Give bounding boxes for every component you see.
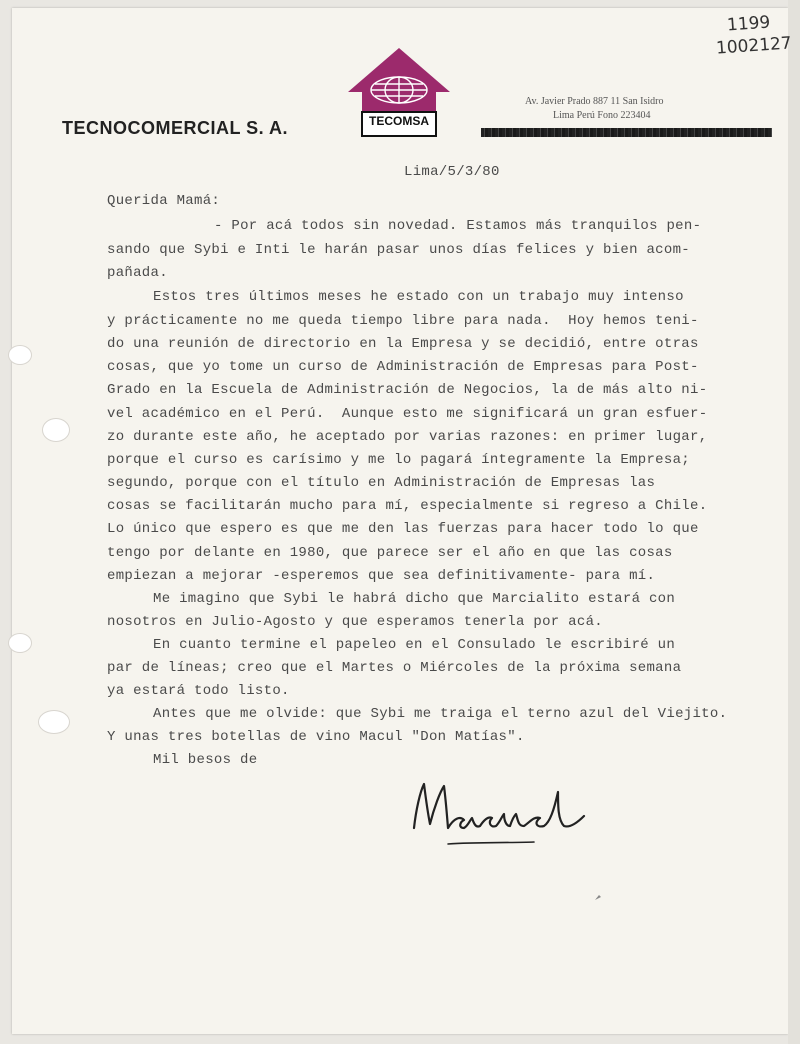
punch-hole-2 (42, 418, 70, 442)
body-line: y prácticamente no me queda tiempo libre para nada. Hoy hemos teni- (107, 313, 699, 329)
archive-number-bottom: 1002127 (715, 33, 793, 59)
body-line: cosas se facilitarán mucho para mí, especialmente si regreso a Chile. (107, 498, 708, 514)
body-line: - Por acá todos sin novedad. Estamos más tranquilos pen- (214, 218, 702, 234)
salutation: Querida Mamá: (107, 193, 221, 209)
punch-hole-1 (8, 345, 32, 365)
handwritten-signature (406, 770, 596, 850)
address-line-1: Av. Javier Prado 887 11 San Isidro (525, 96, 664, 107)
address-line-2: Lima Perú Fono 223404 (553, 110, 651, 121)
body-line: sando que Sybi e Inti le harán pasar unos días felices y bien acom- (107, 242, 690, 258)
archive-number-top: 1199 (726, 12, 771, 36)
body-line: segundo, porque con el título en Administración de Empresas las (107, 475, 656, 491)
body-line: En cuanto termine el papeleo en el Consulado le escribiré un (153, 637, 676, 653)
punch-hole-4 (38, 710, 70, 734)
body-line: porque el curso es carísimo y me lo pagará íntegramente la Empresa; (107, 452, 690, 468)
body-line: Antes que me olvide: que Sybi me traiga el terno azul del Viejito. (153, 706, 728, 722)
body-line: nosotros en Julio-Agosto y que esperamos tenerla por acá. (107, 614, 603, 630)
body-line: zo durante este año, he aceptado por varias razones: en primer lugar, (107, 429, 708, 445)
body-line: do una reunión de directorio en la Empresa y se decidió, entre otras (107, 336, 699, 352)
body-line: Lo único que espero es que me den las fuerzas para hacer todo lo que (107, 521, 699, 537)
body-line: tengo por delante en 1980, que parece ser el año en que las cosas (107, 545, 673, 561)
body-line: ya estará todo listo. (107, 683, 290, 699)
logo-text: TECOMSA (369, 114, 429, 128)
body-line: Me imagino que Sybi le habrá dicho que Marcialito estará con (153, 591, 676, 607)
body-line: Estos tres últimos meses he estado con un trabajo muy intenso (153, 289, 684, 305)
letter-date: Lima/5/3/80 (404, 164, 500, 180)
body-line: Y unas tres botellas de vino Macul "Don Matías". (107, 729, 525, 745)
globe-icon (371, 77, 427, 103)
ink-mark (593, 892, 603, 902)
body-line: cosas, que yo tome un curso de Administración de Empresas para Post- (107, 359, 699, 375)
page-edge (788, 0, 800, 1044)
punch-hole-3 (8, 633, 32, 653)
body-line: par de líneas; creo que el Martes o Miércoles de la próxima semana (107, 660, 682, 676)
body-line: empiezan a mejorar -esperemos que sea definitivamente- para mí. (107, 568, 656, 584)
body-line: Grado en la Escuela de Administración de Negocios, la de más alto ni- (107, 382, 708, 398)
closing-line: Mil besos de (153, 752, 258, 768)
body-line: vel académico en el Perú. Aunque esto me significará un gran esfuer- (107, 406, 708, 422)
body-line: pañada. (107, 265, 168, 281)
letterhead-bar (481, 128, 772, 137)
company-name: TECNOCOMERCIAL S. A. (62, 118, 289, 138)
